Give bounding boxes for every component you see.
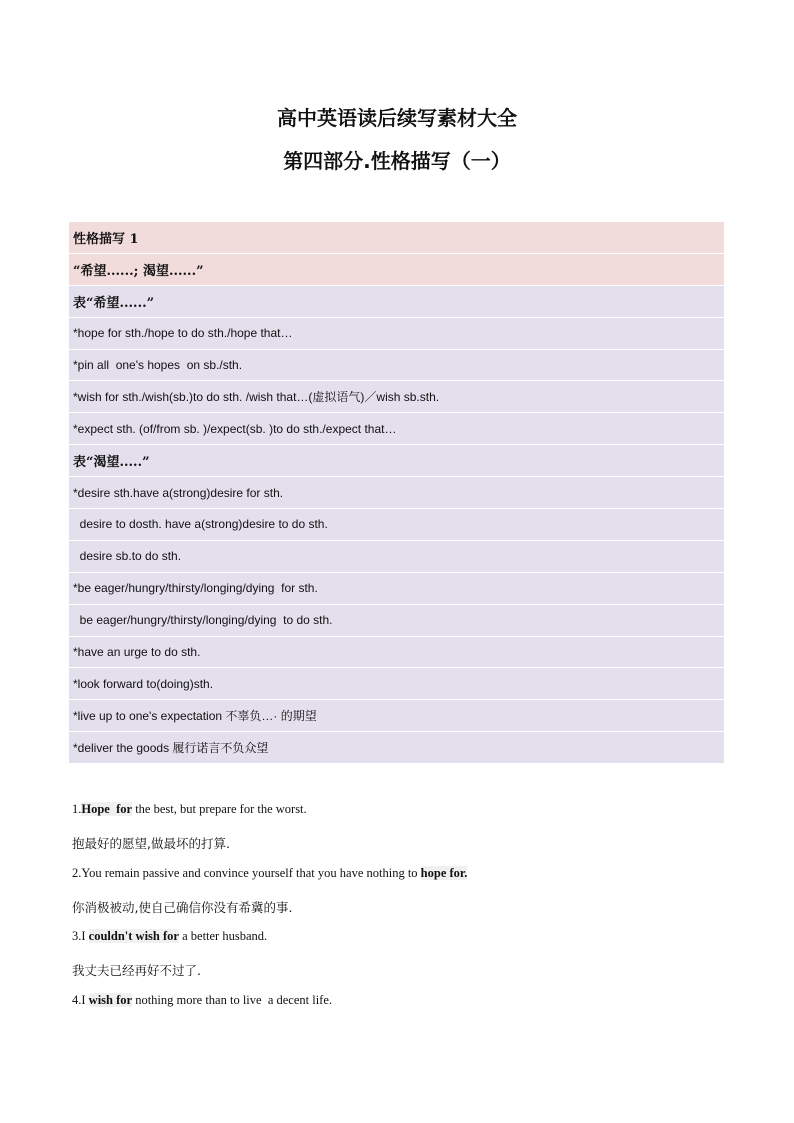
example-translation-2: 你消极被动,使自己确信你没有希冀的事. <box>72 900 293 915</box>
table-row: *be eager/hungry/thirsty/longing/dying for sth. <box>69 573 724 605</box>
example-translation-1: 抱最好的愿望,做最坏的打算. <box>72 836 230 851</box>
example-sentence-1: 1.Hope for the best, but prepare for the worst. <box>72 802 307 816</box>
table-row: *desire sth.have a(strong)desire for sth. <box>69 477 724 509</box>
table-row: *wish for sth./wish(sb.)to do sth. /wish that…(虚拟语气)／wish sb.sth. <box>69 381 724 413</box>
document-title: 高中英语读后续写素材大全 <box>277 106 517 130</box>
table-row: 性格描写 1 <box>69 222 724 254</box>
keyword-highlight: hope for. <box>420 866 468 880</box>
table-row: 表“希望......” <box>69 286 724 318</box>
table-row: desire to dosth. have a(strong)desire to do sth. <box>69 509 724 541</box>
table-row: be eager/hungry/thirsty/longing/dying to do sth. <box>69 605 724 637</box>
table-row: *live up to one's expectation 不辜负…· 的期望 <box>69 700 724 732</box>
table-row: desire sb.to do sth. <box>69 541 724 573</box>
keyword-highlight: Hope for <box>81 802 133 816</box>
vocabulary-table <box>69 222 724 764</box>
table-row: *pin all one's hopes on sb./sth. <box>69 350 724 382</box>
table-row: *have an urge to do sth. <box>69 637 724 669</box>
table-row: 表“渴望.....” <box>69 445 724 477</box>
keyword-highlight: couldn't wish for <box>88 929 179 943</box>
keyword-highlight: wish for <box>88 993 133 1007</box>
table-row: *look forward to(doing)sth. <box>69 668 724 700</box>
section-subtitle: 第四部分.性格描写（一） <box>283 149 511 173</box>
table-row: *hope for sth./hope to do sth./hope that… <box>69 318 724 350</box>
example-sentence-4: 4.I wish for nothing more than to live a decent life. <box>72 993 333 1007</box>
table-row: “希望......; 渴望......” <box>69 254 724 286</box>
example-sentence-3: 3.I couldn't wish for a better husband. <box>72 929 268 943</box>
table-row: *deliver the goods 履行诺言不负众望 <box>69 732 724 764</box>
example-sentence-2: 2.You remain passive and convince yourself that you have nothing to hope for. <box>72 866 468 880</box>
example-translation-3: 我丈夫已经再好不过了. <box>72 963 201 978</box>
table-row: *expect sth. (of/from sb. )/expect(sb. )to do sth./expect that… <box>69 413 724 445</box>
